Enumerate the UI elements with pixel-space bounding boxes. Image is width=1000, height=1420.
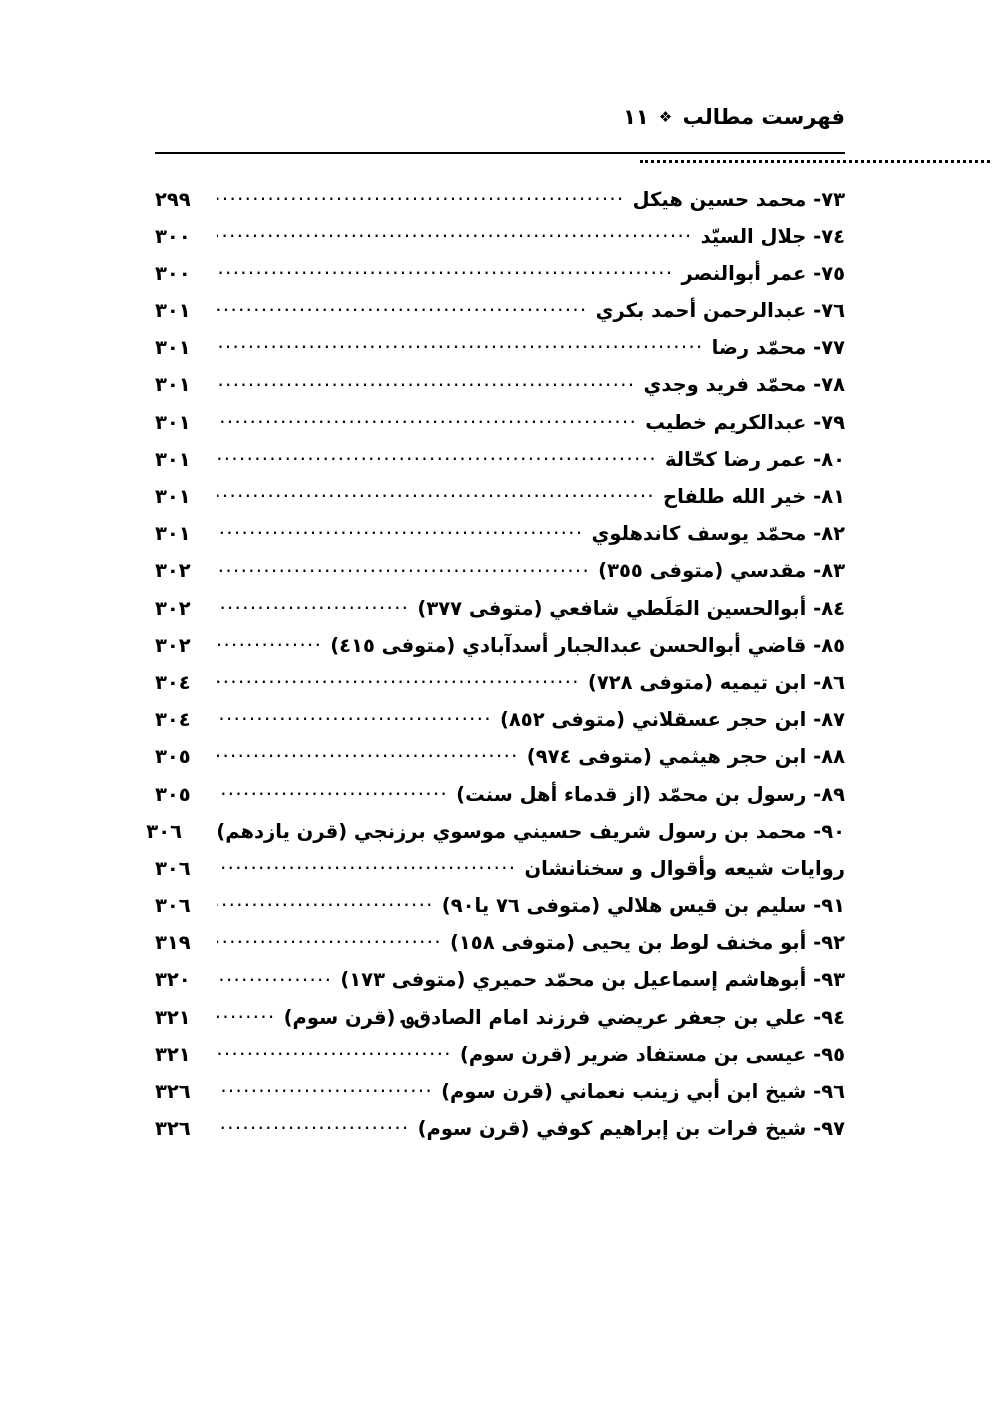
toc-leader-dots bbox=[217, 260, 673, 280]
toc-entry-title: ٨٢- محمّد یوسف كاندهلوي bbox=[591, 522, 845, 546]
toc-leader-dots bbox=[217, 781, 448, 801]
toc-leader-dots bbox=[217, 1004, 276, 1024]
toc-entry-page-number: ٣٠١ bbox=[155, 299, 191, 323]
toc-entry[interactable] bbox=[155, 595, 845, 618]
toc-leader-dots bbox=[217, 707, 492, 727]
toc-entry[interactable] bbox=[155, 781, 845, 804]
toc-entry[interactable] bbox=[155, 298, 845, 321]
toc-entry-title: ٨٤- أبوالحسین المَلَطي شافعي (متوفى ٣٧٧) bbox=[417, 596, 845, 620]
toc-entry-page-number: ٢٩٩ bbox=[155, 187, 191, 211]
toc-entry-page-number: ٣٠١ bbox=[155, 522, 191, 546]
toc-entry[interactable] bbox=[155, 744, 845, 767]
toc-leader-dots bbox=[217, 446, 657, 466]
toc-entry[interactable] bbox=[155, 372, 845, 395]
toc-entry-title: ٩٠- محمد بن رسول شریف حسیني موسوي برزنجي (قرن یازدهم) bbox=[216, 819, 845, 843]
toc-entry-page-number: ٣٠٦ bbox=[155, 856, 191, 880]
toc-entry-page-number: ٣٠٥ bbox=[155, 782, 191, 806]
toc-entry[interactable] bbox=[155, 409, 845, 432]
toc-leader-dots bbox=[217, 967, 332, 987]
toc-leader-dots bbox=[217, 669, 580, 689]
toc-entry[interactable] bbox=[155, 558, 845, 581]
toc-entry-title: ٩٤- علي بن جعفر عریضي فرزند امام الصادق؈ (قرن سوم) bbox=[283, 1005, 845, 1029]
toc-entry-page-number: ٣٢٦ bbox=[155, 1080, 191, 1103]
toc-entry[interactable] bbox=[155, 484, 845, 507]
toc-entry-title: ٨٠- عمر رضا كحّالة bbox=[664, 447, 845, 471]
toc-leader-dots bbox=[217, 595, 409, 615]
toc-entry-page-number: ٣٢٠ bbox=[155, 968, 191, 992]
toc-entry-title: ٩٥- عیسى بن مستفاد ضریر (قرن سوم) bbox=[459, 1042, 845, 1066]
toc-entry-page-number: ٣٢١ bbox=[155, 1042, 191, 1066]
toc-leader-dots bbox=[217, 186, 625, 206]
toc-entry-title: ٩٢- أبو مخنف لوط بن یحیى (متوفى ١٥٨) bbox=[449, 931, 845, 955]
toc-leader-dots bbox=[217, 1079, 433, 1099]
toc-entry[interactable] bbox=[155, 930, 845, 953]
toc-entry[interactable] bbox=[155, 446, 845, 469]
toc-entry-title: ٧٦- عبدالرحمن أحمد بكري bbox=[595, 299, 845, 323]
toc-entry[interactable] bbox=[155, 1079, 845, 1102]
toc-entry-title: ٨٨- ابن حجر هیثمي (متوفى ٩٧٤) bbox=[526, 745, 845, 769]
toc-entry-title: روایات شیعه وأقوال و سخنانشان bbox=[524, 856, 845, 880]
toc-entry[interactable] bbox=[155, 632, 845, 655]
toc-entry[interactable] bbox=[155, 893, 845, 916]
toc-entry-page-number: ٣٠٤ bbox=[155, 670, 191, 694]
toc-entry-page-number: ٣٠١ bbox=[155, 373, 191, 397]
toc-entry[interactable] bbox=[146, 818, 845, 843]
toc-entry[interactable] bbox=[155, 967, 845, 990]
toc-entry-page-number: ٣٠١ bbox=[155, 410, 191, 434]
toc-leader-dots bbox=[217, 1116, 410, 1136]
toc-entry-title: ٧٥- عمر أبوالنصر bbox=[681, 261, 845, 285]
toc-entry[interactable] bbox=[155, 1041, 845, 1064]
toc-leader-dots bbox=[217, 372, 635, 392]
toc-entry[interactable] bbox=[155, 335, 845, 358]
toc-leader-dots bbox=[217, 298, 588, 318]
toc-entry-page-number: ٣١٩ bbox=[155, 931, 191, 955]
toc-entry[interactable] bbox=[155, 669, 845, 692]
toc-entry-page-number: ٣٠٢ bbox=[155, 596, 191, 620]
toc-entry-title: ٧٩- عبدالكریم خطیب bbox=[645, 410, 845, 434]
toc-entry-title: ٨٩- رسول بن محمّد (از قدماء أهل سنت) bbox=[456, 782, 845, 806]
toc-entry-page-number: ٣٠٥ bbox=[155, 745, 191, 769]
toc-entry[interactable] bbox=[155, 1004, 845, 1027]
header-title: فهرست مطالب bbox=[682, 105, 845, 129]
header-solid-rule bbox=[155, 152, 845, 154]
toc-entry-title: ٨٦- ابن تیمیه (متوفى ٧٢٨) bbox=[587, 670, 845, 694]
toc-leader-dots bbox=[217, 558, 590, 578]
toc-entry-title: ٨١- خیر الله طلفاح bbox=[663, 485, 845, 508]
toc-entry-title: ٨٧- ابن حجر عسقلاني (متوفى ٨٥٢) bbox=[499, 708, 845, 732]
toc-entry-page-number: ٣٠١ bbox=[155, 485, 191, 508]
toc-entry-page-number: ٣٢٦ bbox=[155, 1117, 191, 1141]
toc-entry-title: ٨٥- قاضي أبوالحسن عبدالجبار أسدآبادي (متوفى ٤١٥) bbox=[330, 633, 845, 657]
toc-entry-page-number: ٣٠٢ bbox=[155, 633, 191, 657]
toc-entry[interactable] bbox=[155, 707, 845, 730]
toc-entry-page-number: ٣٠١ bbox=[155, 336, 191, 360]
toc-leader-dots bbox=[217, 855, 516, 875]
toc-entry-page-number: ٣٠٦ bbox=[155, 894, 191, 918]
toc-entry-title: ٩٣- أبوهاشم إسماعیل بن محمّد حمیري (متوفى ١٧٣) bbox=[340, 968, 845, 992]
toc-entry-page-number: ٣٢١ bbox=[155, 1005, 191, 1029]
toc-entry-title: ٧٤- جلال السیّد bbox=[700, 224, 845, 248]
toc-leader-dots bbox=[217, 930, 442, 950]
toc-entry-page-number: ٣٠٦ bbox=[146, 819, 183, 843]
header-dotted-rule bbox=[640, 160, 990, 163]
toc-entry-page-number: ٣٠٢ bbox=[155, 559, 191, 583]
toc-entry-page-number: ٣٠٠ bbox=[155, 261, 191, 285]
toc-entry-title: ٩٧- شیخ فرات بن إبراهیم كوفي (قرن سوم) bbox=[417, 1117, 845, 1141]
toc-entry[interactable] bbox=[155, 521, 845, 544]
toc-leader-dots bbox=[217, 893, 434, 913]
toc-leader-dots bbox=[217, 1041, 452, 1061]
toc-entry[interactable] bbox=[155, 223, 845, 246]
toc-entry-title: ٧٧- محمّد رضا bbox=[711, 336, 845, 360]
header-page-number: ١١ bbox=[623, 105, 649, 129]
toc-entry-title: ٩١- سلیم بن قیس هلالي (متوفى ٧٦ یا٩٠) bbox=[441, 894, 845, 918]
toc-entry-title: ٩٦- شیخ ابن أبي زینب نعماني (قرن سوم) bbox=[441, 1080, 845, 1103]
toc-entry[interactable] bbox=[155, 186, 845, 209]
toc-leader-dots bbox=[217, 484, 655, 504]
toc-entry-title: ٨٣- مقدسي (متوفى ٣٥٥) bbox=[598, 559, 845, 583]
table-of-contents bbox=[146, 186, 845, 1153]
toc-entry-page-number: ٣٠١ bbox=[155, 447, 191, 471]
toc-leader-dots bbox=[217, 335, 704, 355]
toc-entry-title: ٧٣- محمد حسین هیکل bbox=[632, 187, 845, 211]
toc-entry[interactable] bbox=[155, 1116, 845, 1139]
toc-entry-title: ٧٨- محمّد فرید وجدي bbox=[643, 373, 845, 397]
header-line bbox=[155, 105, 845, 129]
toc-entry[interactable] bbox=[155, 260, 845, 283]
toc-entry[interactable] bbox=[155, 855, 845, 878]
diamond-ornament-icon: ❖ bbox=[658, 108, 673, 126]
toc-leader-dots bbox=[217, 632, 322, 652]
toc-leader-dots bbox=[217, 409, 637, 429]
toc-leader-dots bbox=[217, 521, 583, 541]
toc-leader-dots bbox=[217, 223, 693, 243]
toc-entry-page-number: ٣٠٤ bbox=[155, 708, 191, 732]
toc-leader-dots bbox=[217, 744, 519, 764]
toc-entry-page-number: ٣٠٠ bbox=[155, 224, 191, 248]
page-header bbox=[155, 105, 845, 145]
